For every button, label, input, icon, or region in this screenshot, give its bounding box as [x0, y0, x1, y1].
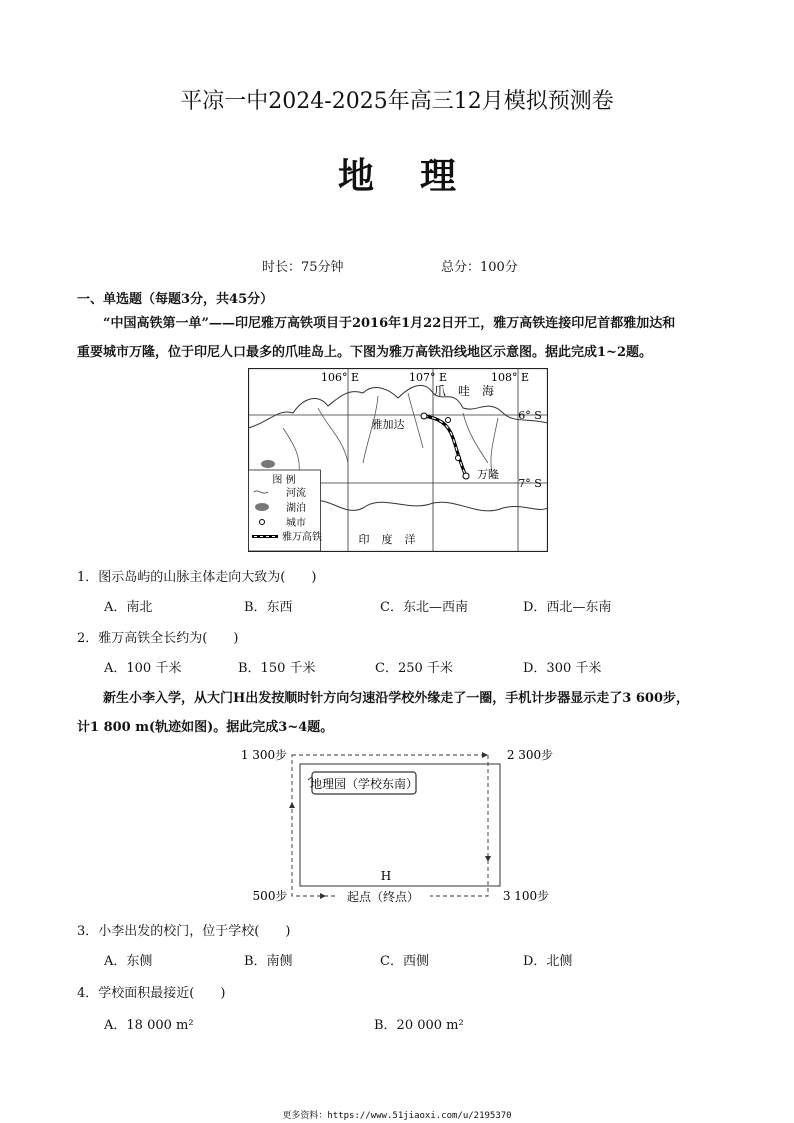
question-1-option-a[interactable]: A．南北	[104, 600, 153, 615]
subject-title: 地理	[337, 156, 502, 197]
label-java-sea: 爪 哇 海	[433, 384, 495, 398]
question-3-option-c[interactable]: C．西侧	[380, 954, 429, 969]
passage-2-line-2: 计1 800 m(轨迹如图)。据此完成3~4题。	[77, 720, 334, 735]
legend-lake: 湖泊	[286, 503, 306, 514]
arrow-north	[289, 802, 295, 808]
legend-title: 图 例	[272, 475, 296, 486]
exam-total-score: 总分：100分	[441, 260, 518, 275]
arrow-east	[482, 752, 488, 758]
corner-label-top-right: 2 300步	[506, 748, 554, 762]
city-marker	[456, 456, 461, 461]
passage-1-line-1: “中国高铁第一单”——印尼雅万高铁项目于2016年1月22日开工，雅万高铁连接印尼首都雅加达和	[103, 316, 676, 331]
question-2-stem: 2．雅万高铁全长约为( )	[77, 631, 239, 646]
question-3-option-a[interactable]: A．东侧	[104, 954, 153, 969]
garden-label: 地理园（学校东南）	[309, 777, 419, 791]
legend-city-icon	[260, 520, 265, 525]
passage-2-line-1: 新生小李入学，从大门H出发按顺时针方向匀速沿学校外缘走了一圈，手机计步器显示走了3 600步，	[103, 691, 689, 706]
corner-label-bottom-left: 500步	[252, 889, 288, 903]
legend-rail: 雅万高铁	[282, 532, 322, 543]
label-lon-107: 107° E	[408, 371, 448, 384]
label-lon-106: 106° E	[320, 371, 360, 384]
question-1-option-b[interactable]: B．东西	[244, 600, 293, 615]
city-marker-bandung	[463, 473, 469, 479]
arrow-west	[320, 893, 326, 899]
section-title: 一、单选题（每题3分，共45分）	[77, 292, 274, 307]
city-marker-jakarta	[421, 413, 427, 419]
exam-title: 平凉一中2024-2025年高三12月模拟预测卷	[180, 89, 614, 114]
passage-1	[77, 309, 727, 367]
label-bandung: 万隆	[477, 468, 499, 481]
gate-label: H	[380, 869, 392, 883]
question-2-option-c[interactable]: C．250 千米	[375, 661, 453, 676]
question-4-option-a[interactable]: A．18 000 m²	[104, 1018, 194, 1033]
question-2-option-b[interactable]: B．150 千米	[238, 661, 316, 676]
track-figure	[226, 742, 586, 908]
question-2-option-d[interactable]: D．300 千米	[523, 661, 602, 676]
label-lat-7: 7° S	[518, 477, 542, 490]
question-4-option-b[interactable]: B．20 000 m²	[374, 1018, 464, 1033]
footer-link[interactable]: 更多资料：https://www.51jiaoxi.com/u/2195370	[282, 1111, 512, 1121]
passage-1-line-2: 重要城市万隆，位于印尼人口最多的爪哇岛上。下图为雅万高铁沿线地区示意图。据此完成1~2题。	[77, 345, 652, 360]
question-3-option-b[interactable]: B．南侧	[244, 954, 293, 969]
city-marker	[446, 418, 451, 423]
corner-label-top-left: 1 300步	[240, 748, 288, 762]
legend-river: 河流	[286, 488, 306, 499]
question-2-option-a[interactable]: A．100 千米	[104, 661, 182, 676]
question-1-option-d[interactable]: D．西北—东南	[523, 600, 612, 615]
label-jakarta: 雅加达	[371, 418, 405, 431]
start-label: 起点（终点）	[346, 890, 420, 904]
corner-label-bottom-right: 3 100步	[502, 889, 550, 903]
arrow-south	[485, 856, 491, 862]
question-1-option-c[interactable]: C．东北—西南	[380, 600, 468, 615]
exam-duration: 时长：75分钟	[262, 260, 344, 275]
question-1-stem: 1．图示岛屿的山脉主体走向大致为( )	[77, 570, 317, 585]
legend-lake-icon	[255, 503, 269, 511]
legend-city: 城市	[286, 518, 306, 529]
passage-2	[77, 684, 727, 742]
label-lat-6: 6° S	[518, 409, 542, 422]
label-lon-108: 108° E	[490, 371, 530, 384]
question-4-stem: 4．学校面积最接近( )	[77, 986, 226, 1001]
lake-marker	[261, 460, 275, 468]
question-3-option-d[interactable]: D．北侧	[523, 954, 573, 969]
question-3-stem: 3．小李出发的校门，位于学校( )	[77, 924, 291, 939]
label-indian-ocean: 印度洋	[358, 533, 428, 546]
map-figure	[248, 368, 548, 552]
